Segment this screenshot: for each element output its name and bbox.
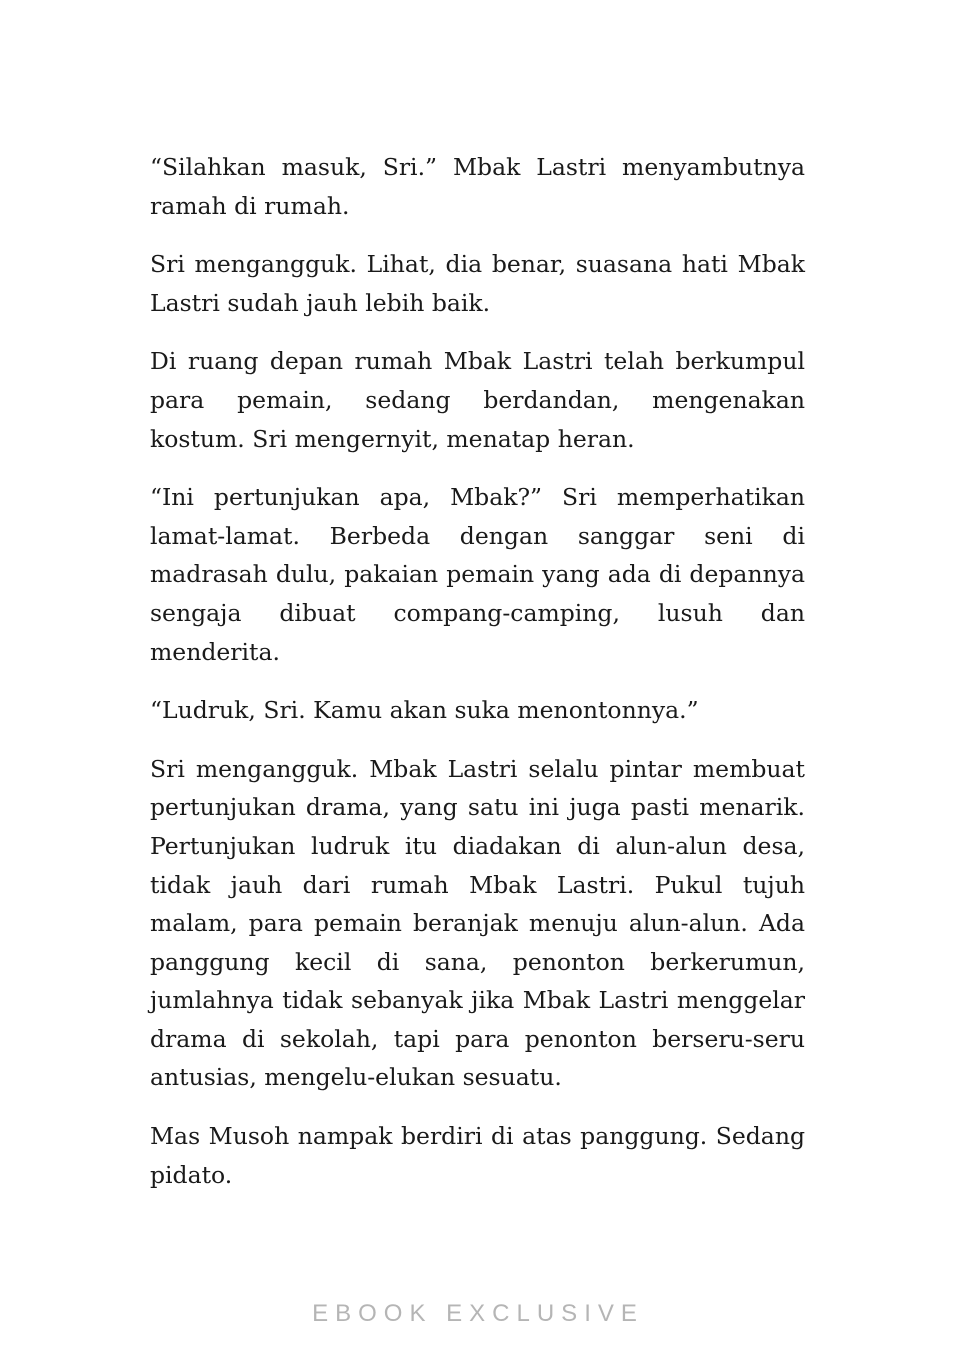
paragraph-3: Di ruang depan rumah Mbak Lastri telah berkumpul para pemain, sedang berdandan, mengenakan kostum. Sri mengernyit, menatap heran. [150,347,805,453]
book-page-body [150,148,805,1214]
paragraph-7: Mas Musoh nampak berdiri di atas panggung. Sedang pidato. [150,1122,805,1189]
paragraph-5: “Ludruk, Sri. Kamu akan suka menontonnya.” [150,696,699,725]
paragraph-1: “Silahkan masuk, Sri.” Mbak Lastri menyambutnya ramah di rumah. [150,153,805,220]
paragraph-2: Sri mengangguk. Lihat, dia benar, suasana hati Mbak Lastri sudah jauh lebih baik. [150,250,805,317]
paragraph-6: Sri mengangguk. Mbak Lastri selalu pintar membuat pertunjukan drama, yang satu ini juga pasti menarik. Pertunjukan ludruk itu diadakan di alun-alun desa, tidak jauh dari rumah Mbak Lastri. Pukul tujuh malam, para pemain beranjak menuju alun-alun. Ada panggung kecil di sana, penonton berkerumun, jumlahnya tidak sebanyak jika Mbak Lastri menggelar drama di sekolah, tapi para penonton berseru-seru antusias, mengelu-elukan sesuatu. [150,754,805,1092]
paragraph-4: “Ini pertunjukan apa, Mbak?” Sri memperhatikan lamat-lamat. Berbeda dengan sanggar seni di madrasah dulu, pakaian pemain yang ada di depannya sengaja dibuat compang-camping, lusuh dan menderita. [150,483,805,666]
ebook-exclusive-footer: EBOOK EXCLUSIVE [312,1300,644,1327]
